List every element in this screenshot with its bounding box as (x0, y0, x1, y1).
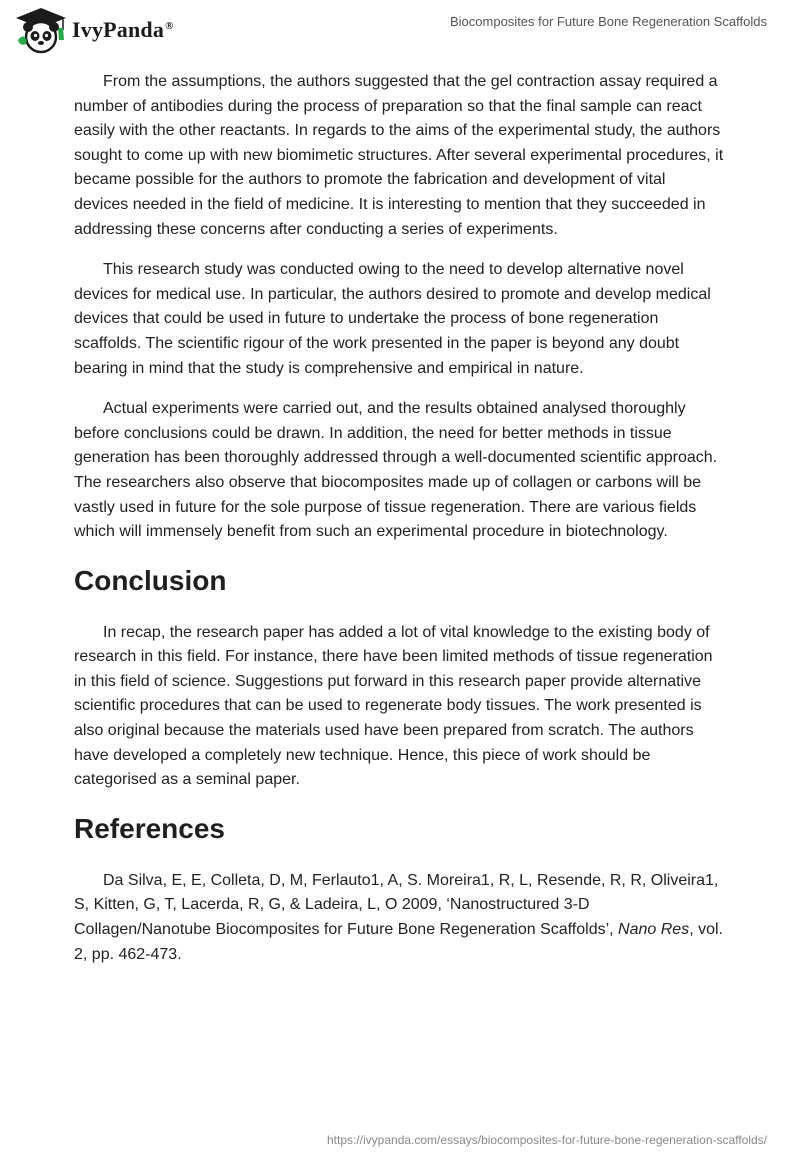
panda-logo-icon (14, 6, 68, 54)
page-header (0, 0, 800, 60)
essay-content (74, 70, 724, 983)
reference-entry (74, 869, 724, 967)
reference-journal: Nano Res (618, 921, 690, 939)
body-paragraph: This research study was conducted owing to the need to develop alternative novel devices for medical use. In particular, the authors desired to promote and develop medical devices that could be used in future to undertake the process of bone regeneration scaffolds. The scientific rigour of the work presented in the paper is beyond any doubt bearing in mind that the study is comprehensive and empirical in nature. (74, 261, 711, 377)
registered-mark: ® (165, 19, 174, 32)
source-url[interactable]: https://ivypanda.com/essays/biocomposites-for-future-bone-regeneration-scaffolds/ (327, 1133, 767, 1147)
references-heading: References (74, 812, 225, 844)
body-paragraph: Actual experiments were carried out, and the results obtained analysed thoroughly before conclusions could be drawn. In addition, the need for better methods in tissue generation has been thoroughly addressed through a well-documented scientific approach. The researchers also observe that biocomposites made up of collagen or carbons will be vastly used in future for the sole purpose of tissue regeneration. There are various fields which will immensely benefit from such an experimental procedure in biotechnology. (74, 400, 718, 541)
conclusion-heading: Conclusion (74, 564, 227, 596)
reference-details: , vol. 2, pp. 462-473. (74, 921, 723, 963)
brand-name: IvyPanda® (72, 17, 174, 42)
ivypanda-logo[interactable] (14, 6, 174, 54)
page-header-title: Biocomposites for Future Bone Regeneration Scaffolds (450, 14, 767, 29)
conclusion-paragraph: In recap, the research paper has added a lot of vital knowledge to the existing body of research in this field. For instance, there have been limited methods of tissue regeneration in this field of science. Suggestions put forward in this research paper provide alternative scientific procedures that can be used to regenerate body tissues. The work presented is also original because the materials used have been prepared from scratch. The authors have developed a completely new technique. Hence, this piece of work should be categorised as a seminal paper. (74, 623, 713, 789)
reference-text: Da Silva, E, E, Colleta, D, M, Ferlauto1, A, S. Moreira1, R, L, Resende, R, R, Oliveira1, S, Kitten, G, T, Lacerda, R, G, & Ladeira, L, O 2009, ‘Nanostructured 3-D Collagen/Nanotube Biocomposites for Future Bone Regeneration Scaffolds’, (74, 871, 719, 939)
body-paragraph: From the assumptions, the authors suggested that the gel contraction assay required a number of antibodies during the process of preparation so that the final sample can react easily with the other reactants. In regards to the aims of the experimental study, the authors sought to come up with new biomimetic structures. After several experimental procedures, it became possible for the authors to promote the fabrication and development of vital devices needed in the field of medicine. It is interesting to mention that they succeeded in addressing these concerns after conducting a series of experiments. (74, 73, 724, 238)
